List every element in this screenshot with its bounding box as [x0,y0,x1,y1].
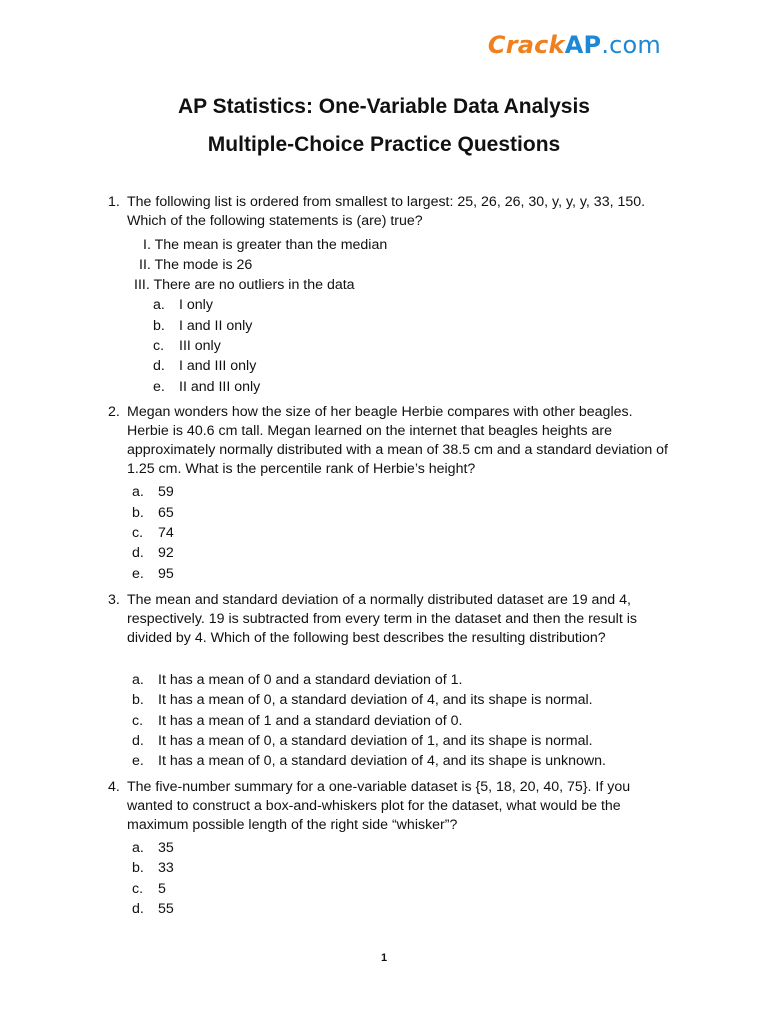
option-1a: a. I only [153,297,213,313]
option-4a: a. 35 [132,840,174,856]
question-3 [108,591,668,648]
option-1d: d. I and III only [153,358,257,374]
question-2 [108,403,668,479]
page-title: AP Statistics: One-Variable Data Analysis [177,95,590,118]
logo-crack: Crack [487,31,565,59]
option-2c: c. 74 [132,525,174,541]
option-2d: d. 92 [132,545,174,561]
option-3d: d. It has a mean of 0, a standard deviation of 1, and its shape is normal. [132,733,593,749]
question-number: 4. [108,779,120,795]
question-stem: The mean and standard deviation of a normally distributed dataset are 19 and 4, respectively. 19 is subtracted from every term in the dataset and then the result is divided by 4. Which of the following best describes the resulting distribution? [127,592,637,646]
question-stem: Megan wonders how the size of her beagle Herbie compares with other beagles. Herbie is 40.6 cm tall. Megan learned on the internet that beagles heights are approximately normally distributed with a mean of 38.5 cm and a standard deviation of 1.25 cm. What is the percentile rank of Herbie’s height? [127,404,668,477]
option-3c: c. It has a mean of 1 and a standard deviation of 0. [132,713,463,729]
logo-domain: .com [601,31,661,59]
question-number: 1. [108,194,120,210]
option-4c: c. 5 [132,881,166,897]
question-stem: The following list is ordered from smallest to largest: 25, 26, 26, 30, y, y, y, 33, 150. Which of the following statements is (are) true? [127,194,646,229]
page-subtitle: Multiple-Choice Practice Questions [207,133,561,156]
statement-iii: III. There are no outliers in the data [134,277,355,293]
question-1 [108,193,668,231]
option-3a: a. It has a mean of 0 and a standard deviation of 1. [132,672,463,688]
question-4 [108,778,668,835]
statement-ii: II. The mode is 26 [139,257,253,273]
crackap-logo [488,31,661,59]
option-1e: e. II and III only [153,379,261,395]
option-4b: b. 33 [132,860,174,876]
page-number: 1 [380,952,388,964]
question-number: 2. [108,404,120,420]
option-3e: e. It has a mean of 0, a standard deviation of 4, and its shape is unknown. [132,753,606,769]
logo-ap: AP [564,31,602,59]
option-3b: b. It has a mean of 0, a standard deviation of 4, and its shape is normal. [132,692,593,708]
option-2e: e. 95 [132,566,174,582]
statement-i: I. The mean is greater than the median [143,237,388,253]
option-4d: d. 55 [132,901,174,917]
option-1b: b. I and II only [153,318,253,334]
option-2a: a. 59 [132,484,174,500]
option-1c: c. III only [153,338,221,354]
question-number: 3. [108,592,120,608]
question-stem: The five-number summary for a one-variable dataset is {5, 18, 20, 40, 75}. If you wanted to construct a box-and-whiskers plot for the dataset, what would be the maximum possible length of the right side “whisker”? [127,779,631,833]
option-2b: b. 65 [132,505,174,521]
